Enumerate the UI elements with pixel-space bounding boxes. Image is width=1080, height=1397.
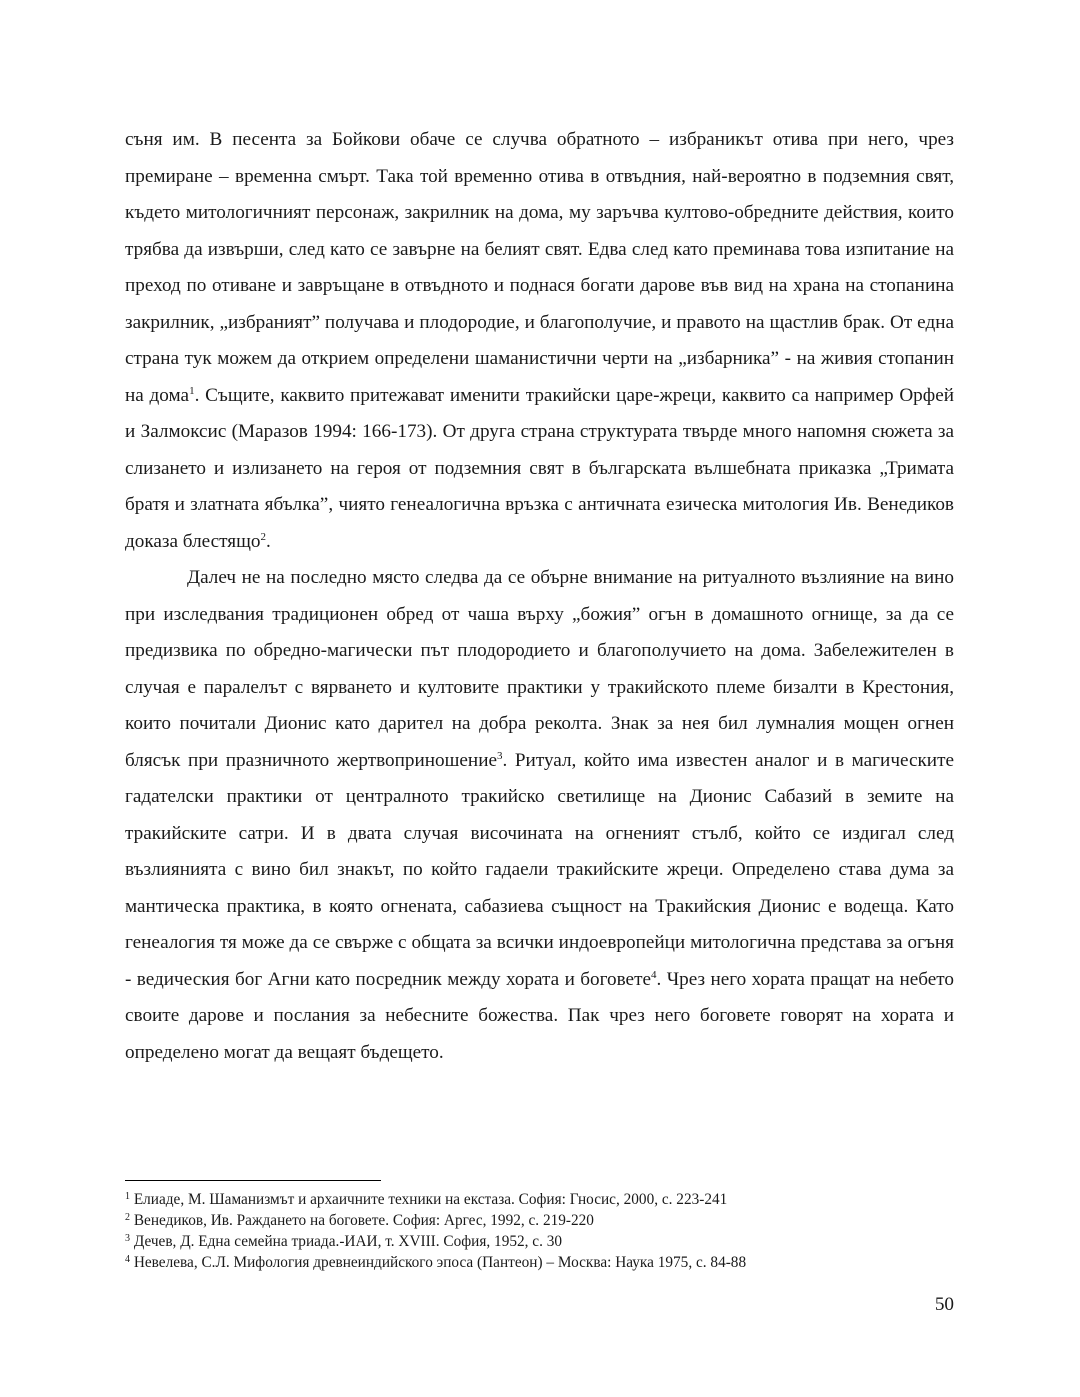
- paragraph-1-text-b: . Същите, каквито притежават именити тракийски царе-жреци, каквито са например Орфей и Залмоксис (Маразов 1994: 166-173). От друга страна структурата твърде много напомня сюжета за слизането и излизането на героя от подземния свят в българската вълшебната приказка „Тримата братя и златната ябълка”, чиято генеалогична връзка с античната езическа митология Ив. Венедиков доказа блестящо: [125, 384, 954, 552]
- page-number: 50: [934, 1294, 954, 1315]
- footnote-text: Елиаде, М. Шаманизмът и архаичните техники на екстаза. София: Гносис, 2000, с. 223-241: [130, 1191, 728, 1208]
- paragraph-2-text-c: . Чрез него хората пращат на небето своите дарове и послания за небесните божества. Пак чрез него боговете говорят на хората и определено могат да вещаят бъдещето.: [125, 968, 955, 1063]
- body-text: [125, 122, 954, 1071]
- footnote-number: 3: [125, 1233, 130, 1244]
- paragraph-2-text-a: Далеч не на последно място следва да се обърне внимание на ритуалното възлияние на вино при изследвания традиционен обред от чаша върху „божия” огън в домашното огнище, за да се предизвика по обредно-магически път плодородието и благополучието на дома. Забележителен в случая е паралелът с вярването и култовите практики у тракийското племе бизалти в Крестония, които почитали Дионис като дарител на добра реколта. Знак за нея бил лумналия мощен огнен блясък при празничното жертвоприношение: [125, 567, 954, 771]
- footnote-separator: [125, 1180, 381, 1181]
- footnote-number: 2: [125, 1212, 130, 1223]
- footnote-ref-2[interactable]: 2: [260, 530, 266, 543]
- footnote-ref-3[interactable]: 3: [496, 749, 503, 762]
- footnote-text: Дечев, Д. Една семейна триада.-ИАИ, т. XVIII. София, 1952, с. 30: [130, 1233, 563, 1250]
- footnote-1: [125, 1189, 954, 1210]
- paragraph-1-text-c: .: [266, 530, 271, 552]
- footnote-ref-4[interactable]: 4: [650, 968, 657, 981]
- footnotes: [125, 1189, 954, 1273]
- footnote-text: Невелева, С.Л. Мифология древнеиндийского эпоса (Пантеон) – Москва: Наука 1975, с. 84-88: [130, 1254, 747, 1271]
- footnote-text: Венедиков, Ив. Раждането на боговете. София: Аргес, 1992, с. 219-220: [130, 1212, 594, 1229]
- footnote-ref-1[interactable]: 1: [189, 384, 195, 397]
- paragraph-2: [125, 560, 954, 1071]
- paragraph-2-text-b: . Ритуал, който има известен аналог и в магическите гадателски практики от централното тракийско светилище на Дионис Сабазий в земите на тракийските сатри. И в двата случая височината на огненият стълб, който се издигал след възлиянията с вино бил знакът, по който гадаели тракийските жреци. Определено става дума за мантическа практика, в която огнената, сабазиева същност на Тракийския Дионис е водеща. Като генеалогия тя може да се свърже с общата за всички индоевропейци митологична представа за огъня - ведическия бог Агни като посредник между хората и боговете: [125, 749, 954, 990]
- paragraph-1: [125, 122, 954, 560]
- paragraph-1-text-a: съня им. В песента за Бойкови обаче се случва обратното – избраникът отива при него, чрез премиране – временна смърт. Така той временно отива в отвъдния, най-вероятно в подземния свят, където митологичният персонаж, закрилник на дома, му заръчва култово-обредните действия, които трябва да извърши, след като се завърне на белият свят. Едва след като преминава това изпитание на преход по отиване и завръщане в отвъдното и поднася богати дарове във вид на храна на стопанина закрилник, „избраният” получава и плодородие, и благополучие, и правото на щастлив брак. От една страна тук можем да открием определени шаманистични черти на „избарника” - на живия стопанин на дома: [125, 129, 954, 406]
- footnote-3: [125, 1231, 954, 1252]
- footnote-number: 1: [125, 1191, 130, 1202]
- footnote-4: [125, 1252, 954, 1273]
- footnote-2: [125, 1210, 954, 1231]
- footnote-number: 4: [125, 1254, 130, 1265]
